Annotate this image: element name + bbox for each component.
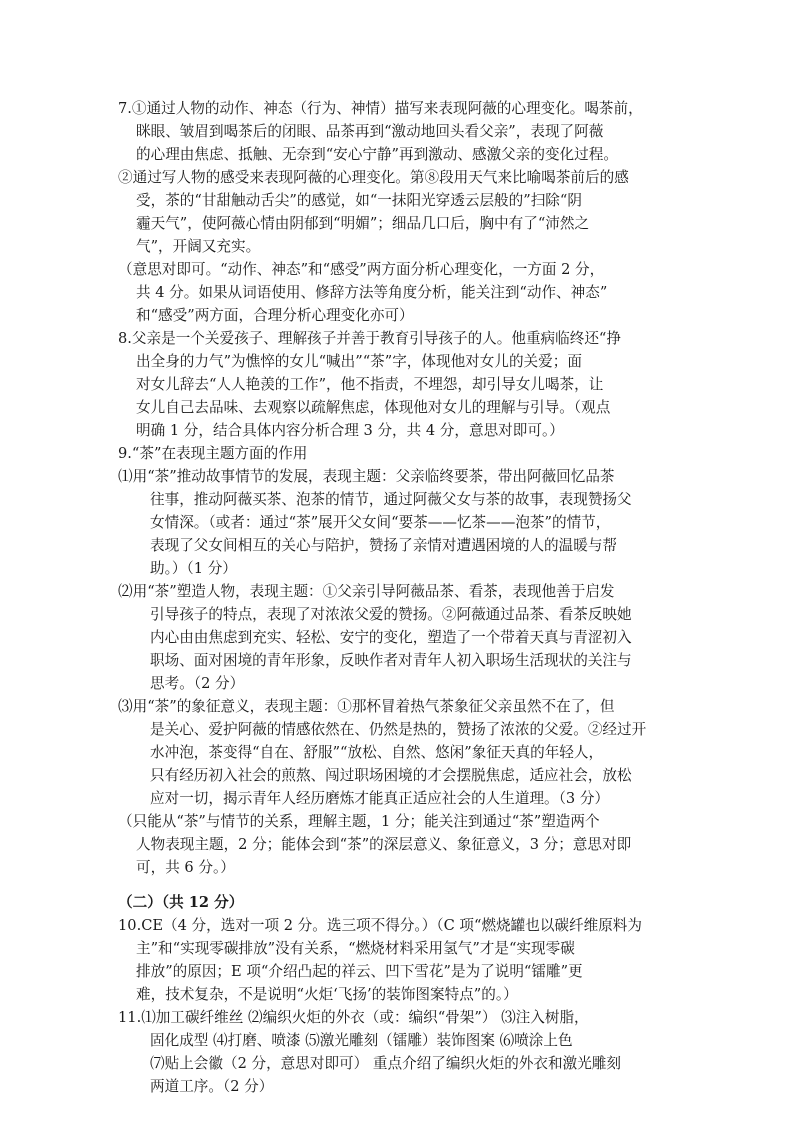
q8-line-3: 对女儿辞去“人人艳羡的工作”，他不指责，不埋怨，却引导女儿喝茶，让 xyxy=(136,376,604,393)
q10-line-4: 难，技术复杂，不是说明“火炬‘飞扬’的装饰图案特点”的。） xyxy=(136,986,518,1003)
q9-p1-line-5: 助。）（1 分） xyxy=(150,560,237,577)
section-2-heading: （二）（共 12 分） xyxy=(118,894,244,911)
q7-line-5: 受，茶的“甘甜触动舌尖”的感觉，如“一抹阳光穿透云层般的”扫除“阴 xyxy=(136,192,582,209)
q9-p1-line-1: ⑴用“茶”推动故事情节的发展，表现主题：父亲临终要茶，带出阿薇回忆品茶 xyxy=(118,468,615,485)
q8-line-5: 明确 1 分，结合具体内容分析合理 3 分，共 4 分，意思对即可。） xyxy=(136,422,564,439)
q7-note-2: 共 4 分。如果从词语使用、修辞方法等角度分析，能关注到“动作、神态” xyxy=(136,284,608,301)
q9-p2-line-1: ⑵用“茶”塑造人物，表现主题：①父亲引导阿薇品茶、看茶，表现他善于启发 xyxy=(118,583,615,600)
q9-p2-line-4: 职场、面对困境的青年形象，反映作者对青年人初入职场生活现状的关注与 xyxy=(150,652,632,669)
q9-heading: 9.“茶”在表现主题方面的作用 xyxy=(118,445,308,462)
q9-p3-line-3: 水冲泡，茶变得“自在、舒服”“放松、自然、悠闲”象征天真的年轻人， xyxy=(150,744,604,761)
q11-line-3: ⑺贴上会徽（2 分，意思对即可） 重点介绍了编织火炬的外衣和激光雕刻 xyxy=(150,1055,621,1072)
q9-p2-line-3: 内心由由焦虑到充实、轻松、安宁的变化，塑造了一个带着天真与青涩初入 xyxy=(150,629,632,646)
q9-p3-line-2: 是关心、爱护阿薇的情感依然在、仍然是热的，赞扬了浓浓的父爱。②经过开 xyxy=(150,721,647,738)
q7-line-3: 的心理由焦虑、抵触、无奈到“安心宁静”再到激动、感激父亲的变化过程。 xyxy=(136,146,618,163)
q7-note-1: （意思对即可。“动作、神态”和“感受”两方面分析心理变化，一方面 2 分， xyxy=(118,261,605,278)
q9-p1-line-4: 表现了父女间相互的关心与陪护，赞扬了亲情对遭遇困境的人的温暖与帮 xyxy=(150,537,618,554)
q8-line-1: 8.父亲是一个关爱孩子、理解孩子并善于教育引导孩子的人。他重病临终还“挣 xyxy=(118,330,621,347)
q11-line-4: 两道工序。（2 分） xyxy=(150,1078,274,1095)
q9-p1-line-2: 往事，推动阿薇买茶、泡茶的情节，通过阿薇父女与茶的故事，表现赞扬父 xyxy=(150,491,632,508)
q9-p2-line-2: 引导孩子的特点，表现了对浓浓父爱的赞扬。②阿薇通过品茶、看茶反映她 xyxy=(150,606,632,623)
q9-p1-line-3: 女情深。（或者：通过“茶”展开父女间“要茶——忆茶——泡茶”的情节， xyxy=(150,514,611,531)
q7-line-4: ②通过写人物的感受来表现阿薇的心理变化。第⑧段用天气来比喻喝茶前后的感 xyxy=(118,169,629,186)
q9-p3-line-4: 只有经历初入社会的煎熬、闯过职场困境的才会摆脱焦虑，适应社会，放松 xyxy=(150,767,632,784)
q9-p2-line-5: 思考。（2 分） xyxy=(150,675,245,692)
q8-line-2: 出全身的力气”为憔悴的女儿“喊出”“茶”字，体现他对女儿的关爱；面 xyxy=(136,353,582,370)
q9-p3-line-5: 应对一切，揭示青年人经历磨炼才能真正适应社会的人生道理。（3 分） xyxy=(150,790,610,807)
q7-line-2: 眯眼、皱眉到喝茶后的闭眼、品茶再到“激动地回头看父亲”，表现了阿薇 xyxy=(136,123,604,140)
q7-line-1: 7.①通过人物的动作、神态（行为、神情）描写来表现阿薇的心理变化。喝茶前， xyxy=(118,100,643,117)
q9-note-3: 可，共 6 分。） xyxy=(136,859,235,876)
q10-line-1: 10.CE（4 分，选对一项 2 分。选三项不得分。）（C 项“燃烧罐也以碳纤维原料为 xyxy=(118,917,642,934)
q9-note-2: 人物表现主题，2 分；能体会到“茶”的深层意义、象征意义，3 分；意思对即 xyxy=(136,836,632,853)
q11-line-2: 固化成型 ⑷打磨、喷漆 ⑸激光雕刻（镭雕）装饰图案 ⑹喷涂上色 xyxy=(150,1032,573,1049)
q7-note-3: 和“感受”两方面，合理分析心理变化亦可） xyxy=(136,307,414,324)
q9-note-1: （只能从“茶”与情节的关系，理解主题，1 分；能关注到通过“茶”塑造两个 xyxy=(118,813,600,830)
q9-p3-line-1: ⑶用“茶”的象征意义，表现主题：①那杯冒着热气茶象征父亲虽然不在了，但 xyxy=(118,698,615,715)
q10-line-3: 排放”的原因；E 项“介绍凸起的祥云、凹下雪花”是为了说明“镭雕”更 xyxy=(136,963,583,980)
q7-line-6: 霾天气”，使阿薇心情由阴郁到“明媚”；细品几口后，胸中有了“沛然之 xyxy=(136,215,590,232)
q8-line-4: 女儿自己去品味、去观察以疏解焦虑，体现他对女儿的理解与引导。（观点 xyxy=(136,399,611,416)
q10-line-2: 主”和“实现零碳排放”没有关系，“燃烧材料采用氢气”才是“实现零碳 xyxy=(136,940,575,957)
q7-line-7: 气”，开阔又充实。 xyxy=(136,238,261,255)
q11-line-1: 11.⑴加工碳纤维丝 ⑵编织火炬的外衣（或：编织“骨架”） ⑶注入树脂， xyxy=(118,1009,589,1026)
